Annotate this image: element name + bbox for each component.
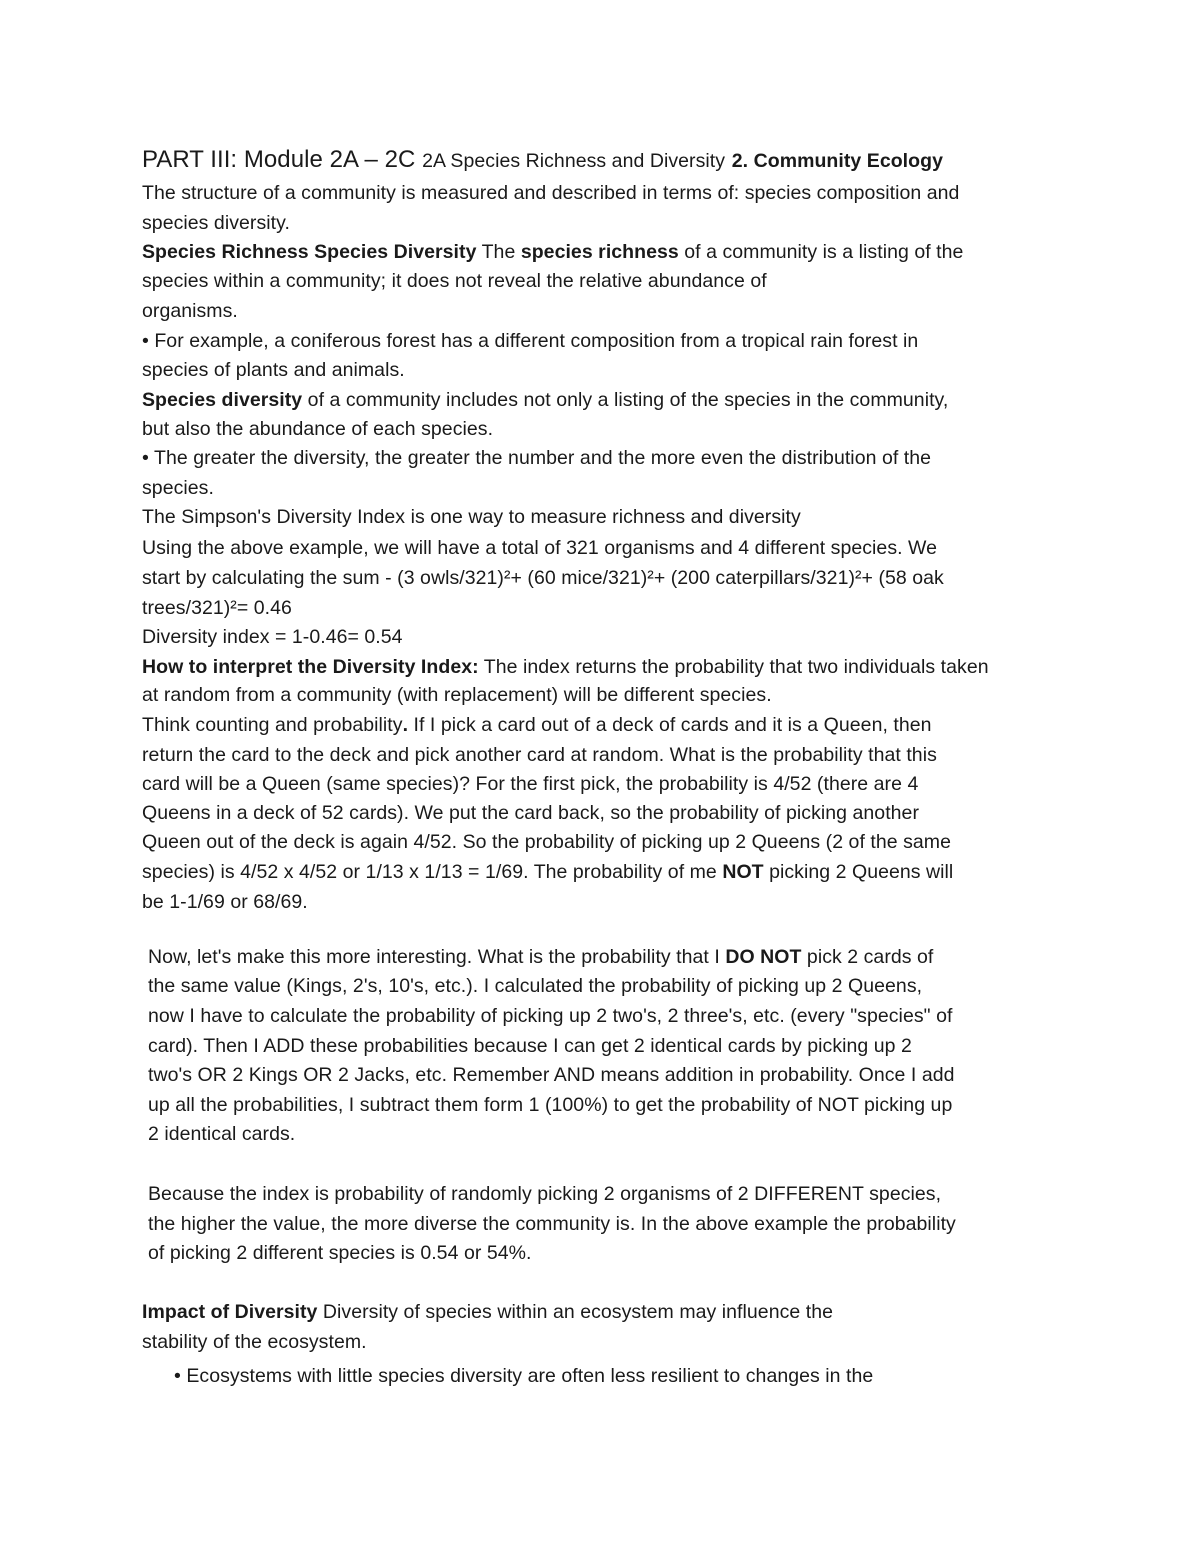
impact-line-1: [142, 1300, 833, 1324]
cards-text-c: If I pick a card out of a deck of cards and it is a Queen, then: [408, 714, 932, 736]
interesting-text-c: pick 2 cards of: [801, 946, 934, 968]
interpret-text: The index returns the probability that two individuals taken: [478, 656, 989, 678]
example-bullet-line-1: • For example, a coniferous forest has a different composition from a tropical rain forest in: [142, 330, 919, 352]
because-line-2: the higher the value, the more diverse the community is. In the above example the probability: [148, 1213, 956, 1235]
cards-text-6c: picking 2 Queens will: [763, 861, 954, 883]
interesting-line-4: card). Then I ADD these probabilities because I can get 2 identical cards by picking up 2: [148, 1035, 912, 1057]
example-bullet-line-2: species of plants and animals.: [142, 359, 405, 381]
diversity-text: of a community includes not only a listing of the species in the community,: [302, 389, 949, 411]
intro-line-1: The structure of a community is measured and described in terms of: species composition and: [142, 182, 960, 204]
interesting-line-3: now I have to calculate the probability of picking up 2 two's, 2 three's, etc. (every "species" of: [148, 1005, 953, 1027]
cards-line-7: be 1-1/69 or 68/69.: [142, 891, 308, 913]
because-line-1: Because the index is probability of randomly picking 2 organisms of 2 DIFFERENT species,: [148, 1183, 942, 1205]
richness-line-1: [142, 240, 963, 264]
cards-line-5: Queen out of the deck is again 4/52. So the probability of picking up 2 Queens (2 of the same: [142, 831, 951, 853]
interesting-line-6: up all the probabilities, I subtract them form 1 (100%) to get the probability of NOT picking up: [148, 1094, 953, 1116]
simpson-line-5: Diversity index = 1-0.46= 0.54: [142, 626, 403, 648]
intro-line-2: species diversity.: [142, 212, 290, 234]
cards-bold-period: .: [402, 714, 409, 736]
interpret-line-1: [142, 655, 989, 679]
interesting-line-5: two's OR 2 Kings OR 2 Jacks, etc. Remember AND means addition in probability. Once I add: [148, 1064, 955, 1086]
interpret-heading: How to interpret the Diversity Index:: [142, 656, 479, 678]
cards-text-a: Think counting and probability: [142, 714, 403, 736]
impact-text: Diversity of species within an ecosystem may influence the: [317, 1301, 834, 1323]
greater-bullet-line-2: species.: [142, 477, 214, 499]
simpson-line-1: The Simpson's Diversity Index is one way to measure richness and diversity: [142, 506, 801, 528]
interesting-do-not-bold: DO NOT: [725, 946, 802, 968]
richness-term: species richness: [520, 241, 679, 263]
richness-text-2: of a community is a listing of the: [678, 241, 964, 263]
part-title: PART III: Module 2A – 2C: [142, 146, 416, 173]
because-line-3: of picking 2 different species is 0.54 or 54%.: [148, 1242, 532, 1264]
impact-heading: Impact of Diversity: [142, 1301, 318, 1323]
richness-line-2: species within a community; it does not reveal the relative abundance of: [142, 270, 767, 292]
diversity-line-1: [142, 388, 948, 412]
interpret-line-2: at random from a community (with replacement) will be different species.: [142, 684, 772, 706]
section-title: 2. Community Ecology: [731, 150, 943, 172]
richness-line-3: organisms.: [142, 300, 238, 322]
impact-line-2: stability of the ecosystem.: [142, 1331, 367, 1353]
richness-text: The: [476, 241, 521, 263]
cards-line-4: Queens in a deck of 52 cards). We put the card back, so the probability of picking another: [142, 802, 919, 824]
simpson-line-4: trees/321)²= 0.46: [142, 597, 292, 619]
simpson-line-3: start by calculating the sum - (3 owls/321)²+ (60 mice/321)²+ (200 caterpillars/321)²+ (58 oak: [142, 567, 944, 589]
module-subtitle: 2A Species Richness and Diversity: [422, 150, 726, 172]
cards-text-6a: species) is 4/52 x 4/52 or 1/13 x 1/13 = 1/69. The probability of me: [142, 861, 723, 883]
impact-bullet: • Ecosystems with little species diversity are often less resilient to changes in the: [174, 1365, 874, 1387]
diversity-term: Species diversity: [142, 389, 303, 411]
cards-not-bold: NOT: [722, 861, 764, 883]
interesting-text-a: Now, let's make this more interesting. What is the probability that I: [148, 946, 726, 968]
cards-line-3: card will be a Queen (same species)? For the first pick, the probability is 4/52 (there are 4: [142, 773, 919, 795]
richness-term-heading: Species Richness Species Diversity: [142, 241, 477, 263]
page-title: [142, 145, 943, 176]
interesting-line-2: the same value (Kings, 2's, 10's, etc.). I calculated the probability of picking up 2 Queens,: [148, 975, 923, 997]
cards-line-6: [142, 860, 953, 884]
interesting-line-1: [148, 945, 933, 969]
greater-bullet-line-1: • The greater the diversity, the greater the number and the more even the distribution of the: [142, 447, 932, 469]
simpson-line-2: Using the above example, we will have a total of 321 organisms and 4 different species. We: [142, 537, 938, 559]
cards-line-1: [142, 713, 932, 737]
interesting-line-7: 2 identical cards.: [148, 1123, 296, 1145]
cards-line-2: return the card to the deck and pick another card at random. What is the probability that this: [142, 744, 937, 766]
diversity-line-2: but also the abundance of each species.: [142, 418, 494, 440]
